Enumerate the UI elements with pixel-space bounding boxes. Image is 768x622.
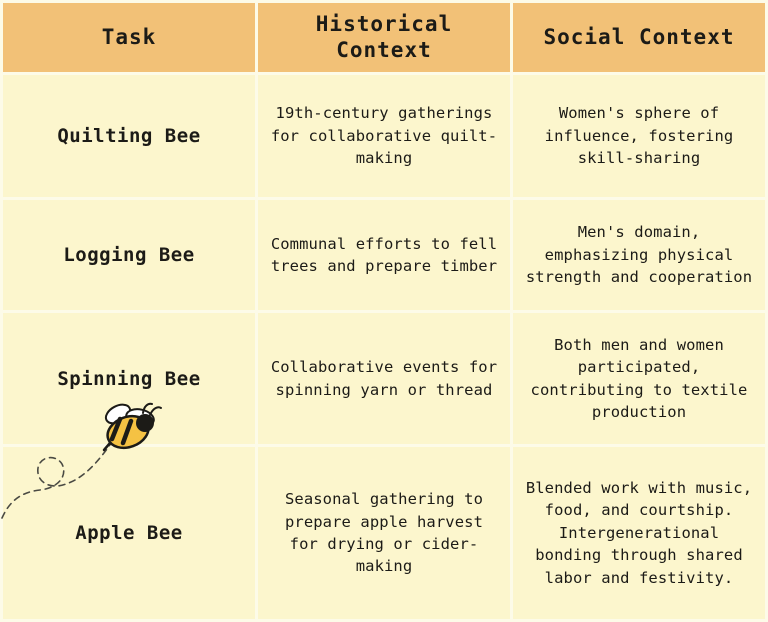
column-header-task: Task [2,2,257,74]
cell-historical-context: 19th-century gatherings for collaborative quilt-making [257,73,512,199]
cell-social-context: Men's domain, emphasizing physical strength and cooperation [512,199,767,312]
table-body [2,73,767,621]
cell-task: Quilting Bee [2,73,257,199]
column-header-social-context: Social Context [512,2,767,74]
cell-task: Spinning Bee [2,312,257,446]
cell-social-context: Women's sphere of influence, fostering skill-sharing [512,73,767,199]
cell-social-context: Both men and women participated, contributing to textile production [512,312,767,446]
table-row [2,446,767,621]
table-header-row [2,2,767,74]
table-row [2,312,767,446]
table-row [2,73,767,199]
column-header-historical-context: Historical Context [257,2,512,74]
cell-task: Apple Bee [2,446,257,621]
table-row [2,199,767,312]
cell-historical-context: Collaborative events for spinning yarn or thread [257,312,512,446]
cell-task: Logging Bee [2,199,257,312]
table-header [2,2,767,74]
cell-historical-context: Seasonal gathering to prepare apple harvest for drying or cider-making [257,446,512,621]
cell-social-context: Blended work with music, food, and courtship. Intergenerational bonding through shared labor and festivity. [512,446,767,621]
cell-historical-context: Communal efforts to fell trees and prepare timber [257,199,512,312]
